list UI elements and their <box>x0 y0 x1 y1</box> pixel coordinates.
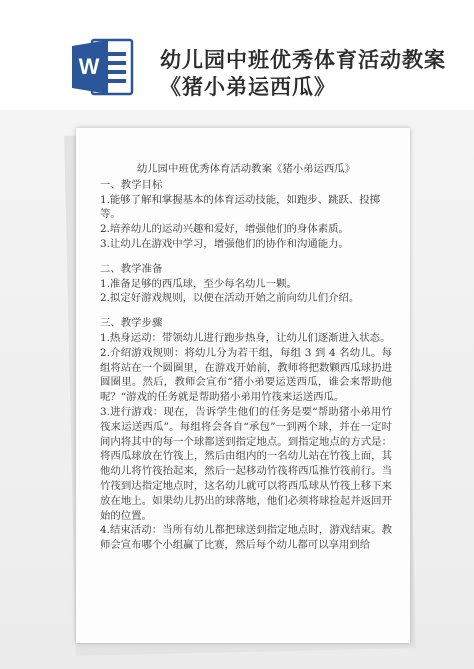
section-heading-steps: 三、教学步骤 <box>100 317 163 330</box>
objective-line: 1.能够了解和掌握基本的体育运动技能，如跑步、跳跃、投掷 <box>100 193 381 206</box>
objective-line: 等。 <box>100 208 121 221</box>
document-title: 幼儿园中班优秀体育活动教案《猪小弟运西瓜》 <box>136 163 356 175</box>
section-heading-preparation: 二、教学准备 <box>100 262 163 275</box>
svg-text:W: W <box>78 54 100 79</box>
step-paragraph: 4.结束活动：当所有幼儿都把球送到指定地点时，游戏结束。教师会宣布哪个小组赢了比赛，然后每个幼儿都可以享用到给 <box>100 524 392 552</box>
document-body <box>100 162 392 553</box>
document-page <box>76 128 410 643</box>
preparation-line: 2.拟定好游戏规则，以便在活动开始之前向幼儿们介绍。 <box>100 292 360 305</box>
step-paragraph: 3.进行游戏：现在，告诉学生他们的任务是要“帮助猪小弟用竹筏来运送西瓜”。每组将会各自“承包”一到两个球，并在一定时间内将其中的每一个球都送到指定地点。到指定地点的方式是：将西瓜球放在竹筏上，然后由组内的一名幼儿站在竹筏上面，其他幼儿将竹筏抬起来，然后一起移动竹筏将西瓜推竹筏前行。当竹筏到达指定地点时，这名幼儿就可以将西瓜球从竹筏上移下来放在地上。如果幼儿扔出的球落地，他们必须将球捡起并返回开始的位置。 <box>100 405 392 522</box>
header-banner <box>0 0 474 110</box>
preparation-line: 1.准备足够的西瓜球，至少每名幼儿一颗。 <box>100 277 297 290</box>
word-document-icon <box>72 38 134 96</box>
section-heading-objectives: 一、教学目标 <box>100 178 163 191</box>
page-title-line1: 幼儿园中班优秀体育活动教案 <box>160 48 446 72</box>
objective-line: 2.培养幼儿的运动兴趣和爱好，增强他们的身体素质。 <box>100 223 349 236</box>
step-paragraph: 1.热身运动：带领幼儿进行跑步热身，让幼儿们逐渐进入状态。 <box>100 331 391 344</box>
objective-line: 3.让幼儿在游戏中学习，增强他们的协作和沟通能力。 <box>100 237 349 250</box>
step-paragraph: 2.介绍游戏规则：将幼儿分为若干组，每组 3 到 4 名幼儿。每组将站在一个圆圈里，在游戏开始前，教师将把数颗西瓜球扔进圆圈里。然后，教师会宣布“猪小弟要运送西瓜，谁会来帮助他呢？“游戏的任务就是帮助猪小弟用竹筏来运送西瓜。 <box>100 346 392 404</box>
page-title-line2: 《猪小弟运西瓜》 <box>160 75 336 99</box>
